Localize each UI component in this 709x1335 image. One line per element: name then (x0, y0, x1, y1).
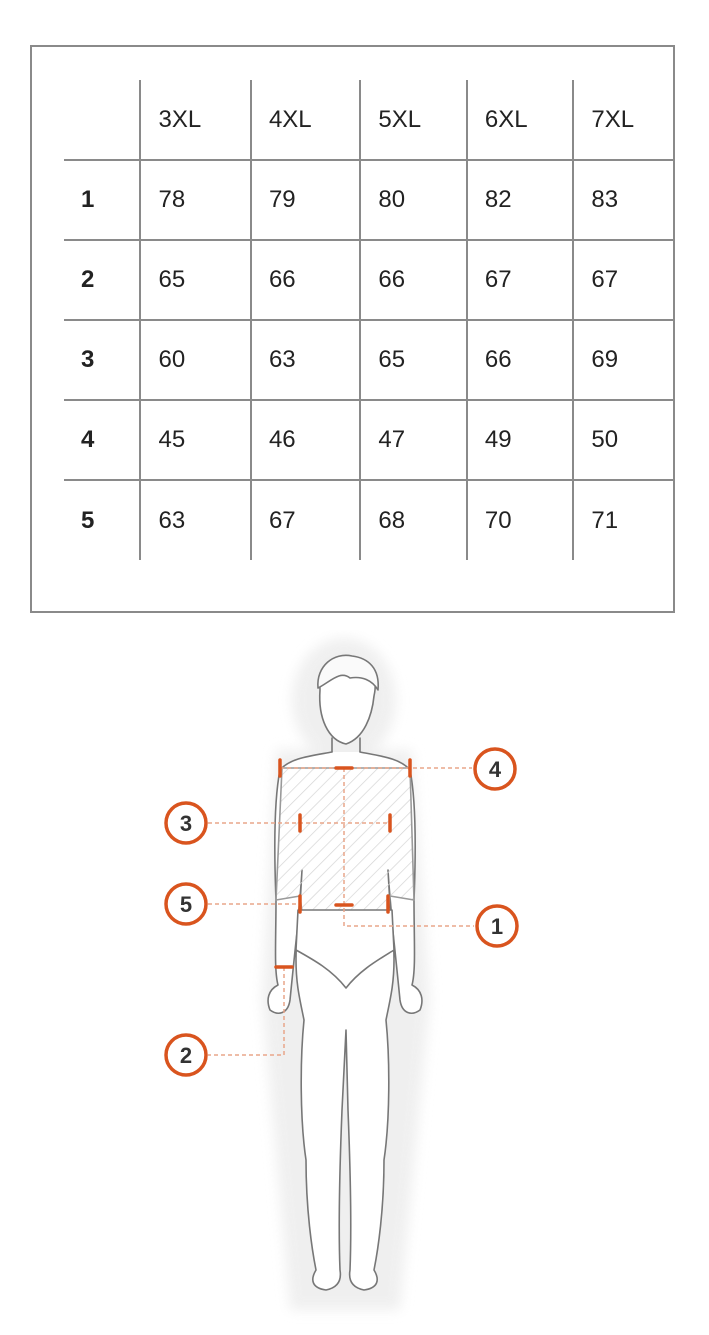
callout-5-label: 5 (179, 892, 193, 917)
body-silhouette-illustration (0, 630, 709, 1330)
row-label: 2 (64, 240, 140, 320)
table-cell: 65 (360, 320, 467, 400)
table-cell: 66 (467, 320, 574, 400)
table-cell: 50 (573, 400, 673, 480)
table-cell: 78 (140, 160, 250, 240)
header-cell-4xl: 4XL (251, 80, 360, 160)
callout-3-label: 3 (179, 811, 193, 836)
table-cell: 70 (467, 480, 574, 560)
callout-3 (166, 803, 206, 843)
row-label: 1 (64, 160, 140, 240)
table-cell: 67 (573, 240, 673, 320)
header-cell-3xl: 3XL (140, 80, 250, 160)
table-row (64, 480, 673, 560)
header-cell-6xl: 6XL (467, 80, 574, 160)
callout-1 (477, 906, 517, 946)
table-cell: 47 (360, 400, 467, 480)
callout-2 (166, 1035, 206, 1075)
table-cell: 68 (360, 480, 467, 560)
table-cell: 80 (360, 160, 467, 240)
row-label: 5 (81, 506, 95, 534)
table-row (64, 160, 673, 240)
callout-4-label: 4 (488, 757, 502, 782)
table-header-row (64, 80, 673, 160)
callout-5 (166, 884, 206, 924)
header-cell-empty (64, 80, 140, 160)
table-cell: 45 (140, 400, 250, 480)
table-cell: 79 (251, 160, 360, 240)
table-cell: 49 (467, 400, 574, 480)
table-cell: 66 (251, 240, 360, 320)
table-cell: 46 (251, 400, 360, 480)
table-row (64, 240, 673, 320)
table-row (64, 400, 673, 480)
table-cell: 67 (251, 480, 360, 560)
row-label: 4 (64, 400, 140, 480)
header-cell-5xl: 5XL (360, 80, 467, 160)
table-cell: 67 (467, 240, 574, 320)
table-cell: 60 (140, 320, 250, 400)
size-chart-card (30, 45, 675, 613)
table-row (64, 320, 673, 400)
table-cell: 83 (573, 160, 673, 240)
table-cell: 69 (573, 320, 673, 400)
row-label: 3 (64, 320, 140, 400)
header-cell-7xl: 7XL (573, 80, 673, 160)
table-cell: 82 (467, 160, 574, 240)
table-cell: 63 (251, 320, 360, 400)
callout-1-label: 1 (490, 914, 504, 939)
size-table (64, 80, 673, 560)
table-cell: 63 (140, 480, 250, 560)
callout-4 (475, 749, 515, 789)
table-cell: 66 (360, 240, 467, 320)
table-cell: 65 (140, 240, 250, 320)
callout-2-label: 2 (179, 1043, 193, 1068)
table-cell: 71 (573, 480, 673, 560)
measurement-figure (0, 630, 709, 1330)
